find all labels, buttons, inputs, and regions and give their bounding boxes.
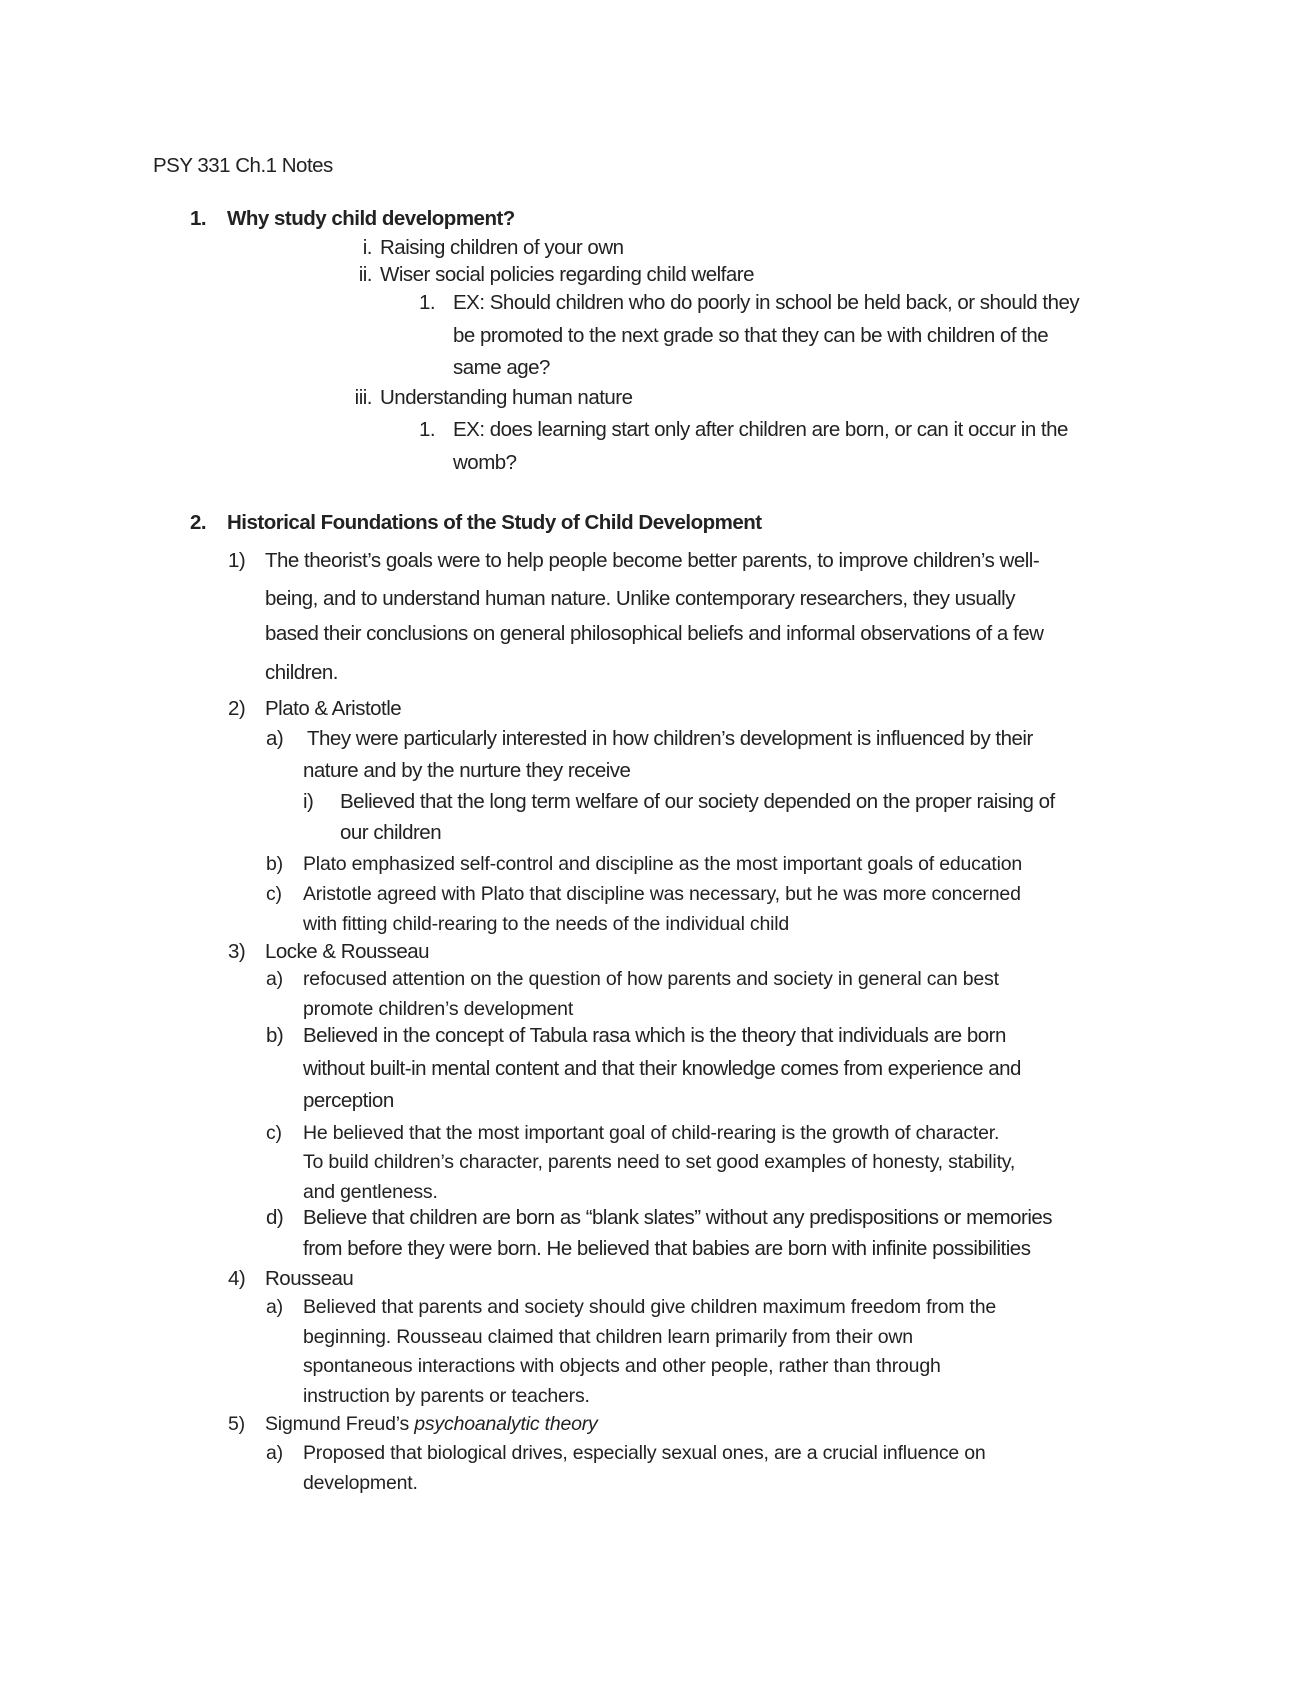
sub-marker: c) [266,1122,282,1144]
sub-item-line: Believe that children are born as “blank slates” without any predispositions or memories [303,1206,1053,1229]
sub-marker: a) [266,1442,283,1464]
section-2-number: 2. [190,511,207,534]
sub-marker: a) [266,968,283,990]
sub-item-line: development. [303,1472,418,1494]
freud-title-plain: Sigmund Freud’s [265,1413,410,1435]
freud-title-italic: psychoanalytic theory [414,1413,598,1435]
subheading-freud [265,1413,598,1436]
point-marker: 2) [228,697,246,720]
sub-item-line: refocused attention on the question of how parents and society in general can best [303,968,999,990]
roman-marker-iii: iii. [354,386,372,409]
sub-item-line: without built-in mental content and that their knowledge comes from experience and [303,1057,1021,1080]
roman-marker-ii: ii. [358,263,372,286]
list-item-social-policies: Wiser social policies regarding child welfare [380,263,754,286]
point-marker: 5) [228,1413,245,1435]
sub-item-line: perception [303,1089,394,1112]
sub-marker: a) [266,1296,283,1318]
sub-item-line: instruction by parents or teachers. [303,1385,590,1407]
point-marker: 1) [228,549,246,572]
sub-item-line: spontaneous interactions with objects and other people, rather than through [303,1355,941,1377]
sub-item-line: To build children’s character, parents need to set good examples of honesty, stability, [303,1151,1016,1173]
example-marker: 1. [419,418,436,441]
sub-marker: d) [266,1206,284,1229]
subheading-locke-rousseau: Locke & Rousseau [265,940,430,963]
example-marker: 1. [419,291,436,314]
sub-item-line: promote children’s development [303,998,574,1020]
sub-item-line: from before they were born. He believed that babies are born with infinite possibilities [303,1237,1031,1260]
sub-item-line: nature and by the nurture they receive [303,759,631,782]
sub-marker: b) [266,853,283,875]
sub-marker: a) [266,727,284,750]
sub-item-line: Believed that parents and society should give children maximum freedom from the [303,1296,997,1318]
sub-item-line: and gentleness. [303,1181,438,1203]
sub-sub-item-line: Believed that the long term welfare of our society depended on the proper raising of [340,790,1055,813]
paragraph-line: children. [265,661,338,684]
subheading-plato-aristotle: Plato & Aristotle [265,697,402,720]
list-item-human-nature: Understanding human nature [380,386,633,409]
roman-marker-i: i. [362,236,372,259]
section-1-heading: Why study child development? [227,207,515,230]
example-text-line: same age? [453,356,550,379]
sub-item-line: Aristotle agreed with Plato that discipline was necessary, but he was more concerned [303,883,1021,905]
list-item-raising-children: Raising children of your own [380,236,624,259]
example-text-line [453,291,1079,315]
point-marker: 4) [228,1267,246,1290]
example-text-line: be promoted to the next grade so that they can be with children of the [453,324,1049,347]
sub-item-line: Proposed that biological drives, especially sexual ones, are a crucial influence on [303,1442,986,1464]
paragraph-line: being, and to understand human nature. Unlike contemporary researchers, they usually [265,587,1015,610]
sub-item-line: with fitting child-rearing to the needs of the individual child [303,913,790,935]
sub-item-line: Believed in the concept of Tabula rasa which is the theory that individuals are born [303,1024,1006,1047]
paragraph-line: based their conclusions on general philosophical beliefs and informal observations of a few [265,622,1044,645]
example-text-line: womb? [453,451,517,474]
document-title: PSY 331 Ch.1 Notes [153,154,333,177]
sub-marker: c) [266,883,282,905]
point-marker: 3) [228,940,246,963]
example-text-line: EX: does learning start only after children are born, or can it occur in the [453,418,1068,441]
sub-item-line: beginning. Rousseau claimed that children learn primarily from their own [303,1326,913,1348]
example-label: EX: [453,291,485,314]
sub-item-line: They were particularly interested in how children’s development is influenced by their [307,727,1033,750]
sub-marker: b) [266,1024,284,1047]
example-text: Should children who do poorly in school be held back, or should they [489,291,1080,314]
section-1-number: 1. [190,207,207,230]
sub-sub-marker: i) [303,790,314,813]
sub-sub-item-line: our children [340,821,442,844]
sub-item-line: He believed that the most important goal of child-rearing is the growth of character. [303,1122,1000,1144]
subheading-rousseau: Rousseau [265,1267,354,1290]
section-2-heading: Historical Foundations of the Study of Child Development [227,511,762,534]
sub-item-line: Plato emphasized self-control and discipline as the most important goals of education [303,853,1022,875]
paragraph-line: The theorist’s goals were to help people become better parents, to improve children’s well- [265,549,1040,572]
